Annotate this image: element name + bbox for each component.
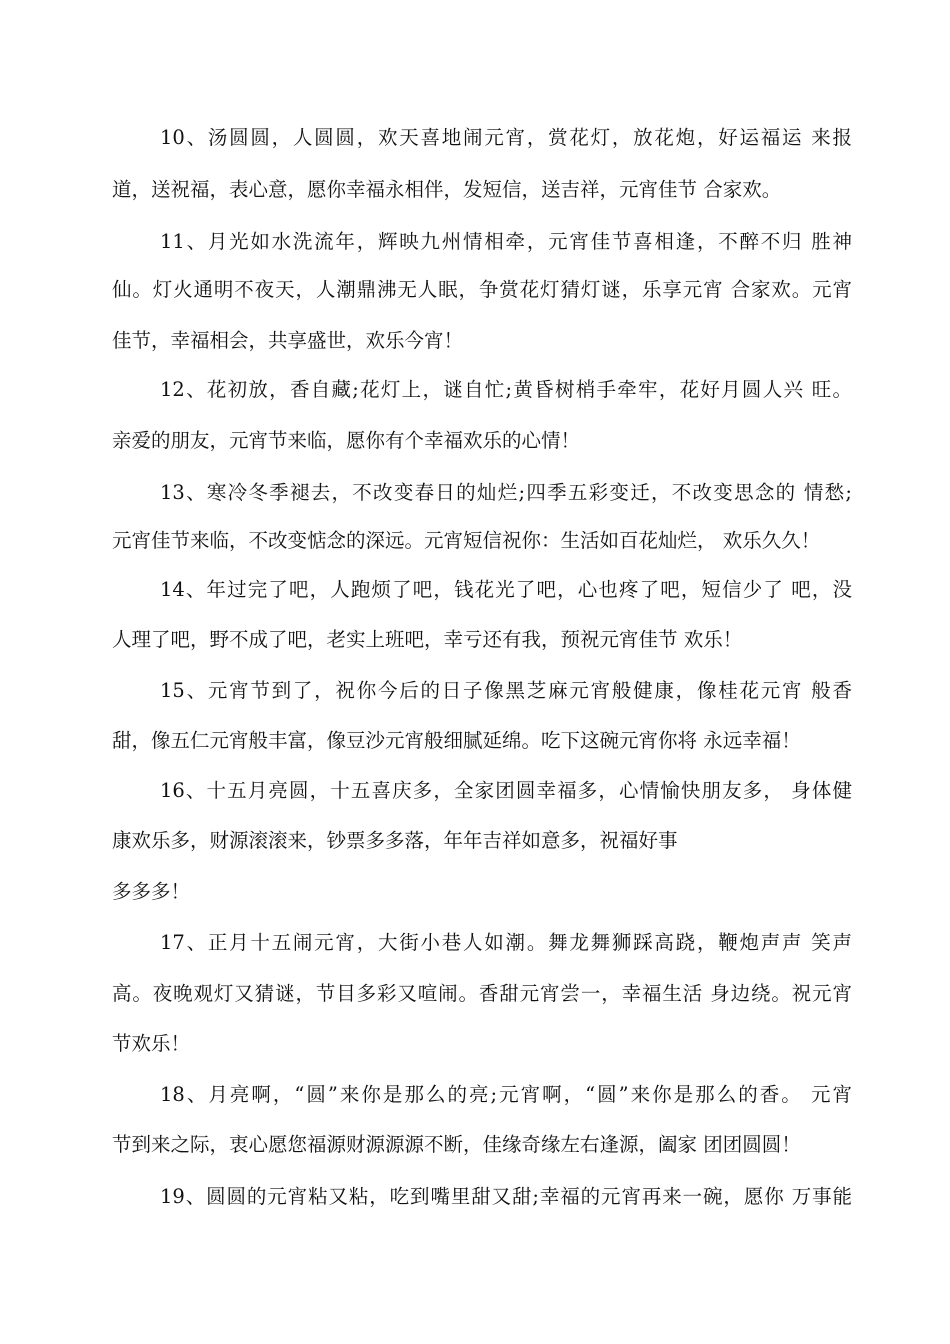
paragraph-16-line-3: 多多多！ <box>112 880 191 903</box>
paragraph-17-line-1: 17、正月十五闹元宵，大街小巷人如潮。舞龙舞狮踩高跷，鞭炮声声 笑声 <box>160 931 852 954</box>
paragraph-12-line-1: 12、花初放，香自藏;花灯上，谜自忙;黄昏树梢手牵牢，花好月圆人兴 旺。 <box>160 378 852 401</box>
paragraph-10-line-1: 10、汤圆圆，人圆圆，欢天喜地闹元宵，赏花灯，放花炮，好运福运 来报 <box>160 126 852 149</box>
paragraph-17-line-2: 高。夜晚观灯又猜谜，节目多彩又喧闹。香甜元宵尝一，幸福生活 身边绕。祝元宵 <box>112 982 852 1005</box>
paragraph-18-line-2: 节到来之际，衷心愿您福源财源源源不断，佳缘奇缘左右逢源，阖家 团团圆圆！ <box>112 1133 801 1156</box>
paragraph-17-line-3: 节欢乐！ <box>112 1032 191 1055</box>
paragraph-11-line-3: 佳节，幸福相会，共享盛世，欢乐今宵！ <box>112 329 464 352</box>
paragraph-13-line-2: 元宵佳节来临，不改变惦念的深远。元宵短信祝你：生活如百花灿烂， 欢乐久久！ <box>112 529 821 552</box>
paragraph-13-line-1: 13、寒冷冬季褪去，不改变春日的灿烂;四季五彩变迁，不改变思念的 情愁; <box>160 481 852 504</box>
paragraph-12-line-2: 亲爱的朋友，元宵节来临，愿你有个幸福欢乐的心情！ <box>112 429 581 452</box>
paragraph-19-line-1: 19、圆圆的元宵粘又粘，吃到嘴里甜又甜;幸福的元宵再来一碗，愿你 万事能 <box>160 1185 852 1208</box>
paragraph-15-line-2: 甜，像五仁元宵般丰富，像豆沙元宵般细腻延绵。吃下这碗元宵你将 永远幸福！ <box>112 729 801 752</box>
paragraph-14-line-1: 14、年过完了吧，人跑烦了吧，钱花光了吧，心也疼了吧，短信少了 吧，没 <box>160 578 852 601</box>
paragraph-11-line-2: 仙。灯火通明不夜天，人潮鼎沸无人眠，争赏花灯猜灯谜，乐享元宵 合家欢。元宵 <box>112 278 852 301</box>
paragraph-10-line-2: 道，送祝福，表心意，愿你幸福永相伴，发短信，送吉祥，元宵佳节 合家欢。 <box>112 178 782 201</box>
paragraph-18-line-1: 18、月亮啊，“圆”来你是那么的亮;元宵啊，“圆”来你是那么的香。 元宵 <box>160 1083 852 1106</box>
paragraph-16-line-2: 康欢乐多，财源滚滚来，钞票多多落，年年吉祥如意多，祝福好事 <box>112 829 678 852</box>
paragraph-11-line-1: 11、月光如水洗流年，辉映九州情相牵，元宵佳节喜相逢，不醉不归 胜神 <box>160 230 852 253</box>
paragraph-14-line-2: 人理了吧，野不成了吧，老实上班吧，幸亏还有我，预祝元宵佳节 欢乐！ <box>112 628 743 651</box>
paragraph-15-line-1: 15、元宵节到了，祝你今后的日子像黑芝麻元宵般健康，像桂花元宵 般香 <box>160 679 852 702</box>
paragraph-16-line-1: 16、十五月亮圆，十五喜庆多，全家团圆幸福多，心情愉快朋友多， 身体健 <box>160 779 852 802</box>
